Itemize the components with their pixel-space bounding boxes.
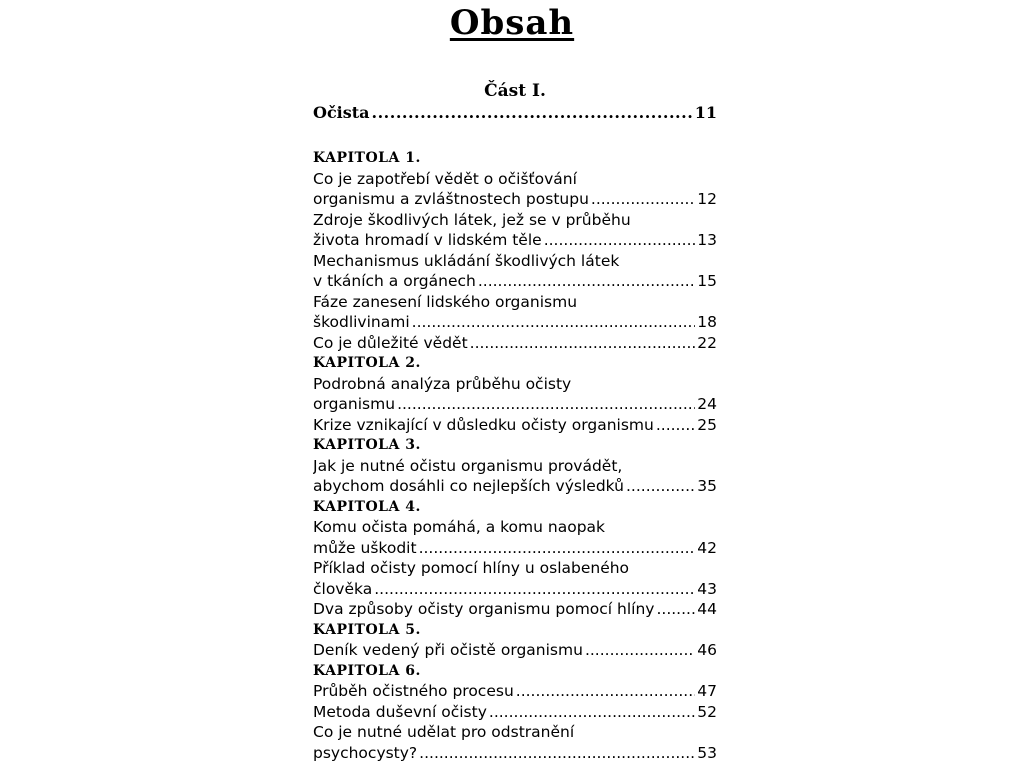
entry-title: Fáze zanesení lidského organismu — [313, 292, 578, 311]
entry-title: organismu — [313, 395, 396, 413]
dot-leader — [489, 702, 695, 723]
page-number: 25 — [697, 415, 717, 434]
page-number: 35 — [697, 477, 717, 495]
dot-leader — [412, 312, 696, 333]
page-number: 22 — [697, 333, 717, 352]
dot-leader — [419, 538, 696, 559]
toc-entry-line — [313, 702, 717, 723]
entry-title: může uškodit — [313, 538, 417, 557]
toc-entry-line — [313, 558, 717, 579]
entry-title: Komu očista pomáhá, a komu naopak — [313, 518, 606, 536]
toc-entry-line — [313, 743, 717, 764]
entry-title: Zdroje škodlivých látek, jež se v průběhu — [313, 210, 631, 229]
page-number: 44 — [697, 600, 717, 618]
chapter-heading: KAPITOLA 5. — [313, 621, 421, 638]
toc-entry-line — [313, 415, 717, 436]
entry-title: Deník vedený při očistě organismu — [313, 641, 583, 659]
chapter-heading: KAPITOLA 3. — [313, 437, 421, 453]
dot-leader — [544, 230, 696, 251]
page-number: 47 — [697, 682, 717, 700]
toc-entry-line — [313, 538, 717, 559]
page-number: 11 — [694, 103, 717, 122]
chapter-heading: KAPITOLA 2. — [313, 355, 421, 371]
chapter-heading: KAPITOLA 6. — [313, 662, 421, 679]
page-number: 13 — [697, 231, 717, 249]
dot-leader — [626, 476, 695, 497]
entry-title: Očista — [313, 103, 370, 122]
toc-entry-line — [313, 456, 717, 477]
page-number: 12 — [697, 190, 717, 208]
chapter-list — [313, 148, 717, 763]
page-number: 15 — [697, 272, 717, 290]
table-of-contents — [313, 80, 717, 763]
entry-title: psychocysty? — [313, 743, 418, 762]
toc-entry-line — [313, 333, 717, 354]
toc-entry-line — [313, 189, 717, 210]
entry-title: Průběh očistného procesu — [313, 682, 514, 700]
dot-leader — [397, 394, 695, 415]
entry-title: v tkáních a orgánech — [313, 272, 476, 290]
entry-title: Příklad očisty pomocí hlíny u oslabeného — [313, 559, 630, 577]
dot-leader — [478, 271, 695, 292]
toc-entry-line — [313, 210, 717, 231]
entry-title: Dva způsoby očisty organismu pomocí hlíny — [313, 600, 655, 618]
dot-leader — [585, 640, 695, 661]
page-number: 53 — [697, 743, 717, 762]
toc-entry-line — [313, 374, 717, 395]
page-number: 43 — [697, 579, 717, 598]
toc-entry-line — [313, 517, 717, 538]
page-number: 46 — [697, 641, 717, 659]
page-title: Obsah — [449, 3, 575, 43]
chapter-heading: KAPITOLA 4. — [313, 498, 421, 515]
dot-leader — [516, 681, 695, 702]
toc-entry-line — [313, 312, 717, 333]
entry-title: organismu a zvláštnostech postupu — [313, 190, 589, 208]
page-number: 42 — [697, 538, 717, 557]
entry-title: škodlivinami — [313, 313, 410, 331]
entry-title: Co je důležité vědět — [313, 333, 468, 352]
toc-entry-line — [313, 230, 717, 251]
toc-entry-part — [313, 102, 717, 124]
entry-title: Co je nutné udělat pro odstranění — [313, 723, 575, 741]
toc-entry-line — [313, 169, 717, 190]
entry-title: Podrobná analýza průběhu očisty — [313, 374, 572, 393]
toc-entry-line — [313, 579, 717, 600]
dot-leader — [372, 102, 693, 124]
entry-title: Metoda duševní očisty — [313, 702, 487, 721]
entry-title: Jak je nutné očistu organismu provádět, — [313, 456, 623, 475]
entry-title: Krize vznikající v důsledku očisty organismu — [313, 415, 654, 434]
entry-title: člověka — [313, 579, 373, 598]
toc-entry-line — [313, 681, 717, 702]
page-number: 24 — [697, 395, 717, 413]
toc-entry-line — [313, 394, 717, 415]
dot-leader — [656, 415, 695, 436]
toc-entry-line — [313, 722, 717, 743]
toc-entry-line — [313, 292, 717, 313]
part-heading: Část I. — [484, 81, 546, 101]
dot-leader — [374, 579, 695, 600]
entry-title: Co je zapotřebí vědět o očišťování — [313, 169, 577, 188]
toc-entry-line — [313, 251, 717, 272]
page-number: 52 — [697, 702, 717, 721]
dot-leader — [470, 333, 696, 354]
entry-title: života hromadí v lidském těle — [313, 231, 542, 249]
dot-leader — [656, 599, 695, 620]
toc-entry-line — [313, 640, 717, 661]
toc-entry-line — [313, 476, 717, 497]
chapter-heading: KAPITOLA 1. — [313, 150, 421, 166]
toc-entry-line — [313, 599, 717, 620]
entry-title: abychom dosáhli co nejlepších výsledků — [313, 477, 624, 495]
page-number: 18 — [697, 313, 717, 331]
entry-title: Mechanismus ukládání škodlivých látek — [313, 251, 620, 270]
dot-leader — [591, 189, 695, 210]
toc-entry-line — [313, 271, 717, 292]
dot-leader — [419, 743, 695, 764]
